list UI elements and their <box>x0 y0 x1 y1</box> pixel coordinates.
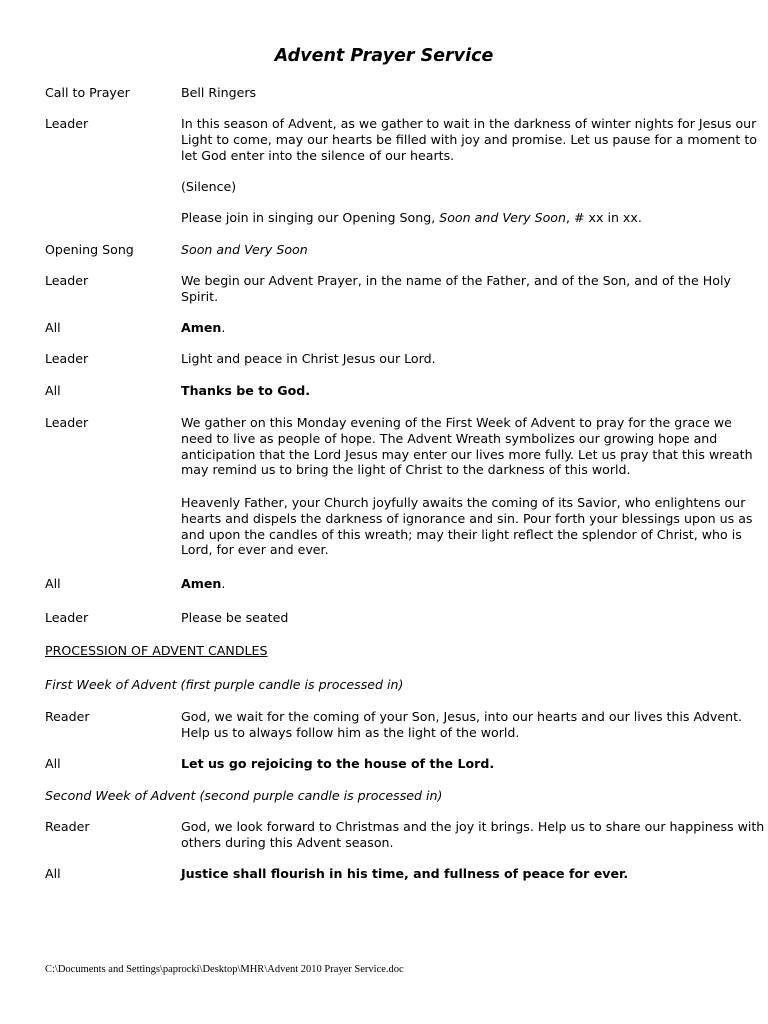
row-text <box>181 576 766 592</box>
row-label: Call to Prayer <box>45 85 130 100</box>
row-text: Thanks be to God. <box>181 383 311 398</box>
text-segment: , # xx in xx. <box>565 210 642 225</box>
row-label: Reader <box>45 819 90 834</box>
row-label: Leader <box>45 351 89 366</box>
response-bold: Amen <box>181 320 222 335</box>
row-text: (Silence) <box>181 179 237 194</box>
row-text: We gather on this Monday evening of the First Week of Advent to pray for the grace we need to live as people of hope. The Advent Wreath symbolizes our growing hope and anticipation that the Lord Jesus may enter our lives more fully. Let us pray that this wreath may remind us to bring the light of Christ to the darkness of this world. <box>181 415 753 478</box>
row-label: Leader <box>45 116 89 131</box>
page-title: Advent Prayer Service <box>274 46 494 66</box>
response-bold: Amen <box>181 576 222 591</box>
song-title: Soon and Very Soon <box>439 210 566 225</box>
row-label: Reader <box>45 709 90 724</box>
row-text: Please be seated <box>181 610 289 625</box>
text-segment: . <box>221 576 226 591</box>
text-segment: Please join in singing our Opening Song, <box>181 210 440 225</box>
file-path-footer: C:\Documents and Settings\paprocki\Desktop\MHR\Advent 2010 Prayer Service.doc <box>45 964 404 975</box>
row-text <box>181 320 766 336</box>
row-text: Heavenly Father, your Church joyfully awaits the coming of its Savior, who enlightens our hearts and dispels the darkness of ignorance and sin. Pour forth your blessings upon us as and upon the candles of this wreath; may their light reflect the splendor of Christ, who is Lord, for ever and ever. <box>181 495 753 558</box>
row-label: Leader <box>45 273 89 288</box>
row-text: God, we look forward to Christmas and the joy it brings. Help us to share our happiness with others during this Advent season. <box>181 819 765 850</box>
row-label: Leader <box>45 415 89 430</box>
row-label: All <box>45 320 61 335</box>
row-label: All <box>45 866 61 881</box>
row-text: Bell Ringers <box>181 85 257 100</box>
week-heading-first: First Week of Advent (first purple candle is processed in) <box>45 677 404 692</box>
row-label: Leader <box>45 610 89 625</box>
row-text: We begin our Advent Prayer, in the name of the Father, and of the Son, and of the Holy Spirit. <box>181 273 731 304</box>
row-label: All <box>45 756 61 771</box>
row-text: God, we wait for the coming of your Son, Jesus, into our hearts and our lives this Advent. Help us to always follow him as the light of the world. <box>181 709 743 740</box>
row-text: Soon and Very Soon <box>181 242 308 257</box>
row-text: Light and peace in Christ Jesus our Lord. <box>181 351 436 366</box>
row-label: All <box>45 576 61 591</box>
row-label: Opening Song <box>45 242 134 257</box>
row-label: All <box>45 383 61 398</box>
text-segment: . <box>221 320 226 335</box>
row-text: In this season of Advent, as we gather to wait in the darkness of winter nights for Jesus our Light to come, may our hearts be filled with joy and promise. Let us pause for a moment to let God enter into the silence of our hearts. <box>181 116 757 163</box>
row-text: Let us go rejoicing to the house of the Lord. <box>181 756 495 771</box>
row-text: Justice shall flourish in his time, and fullness of peace for ever. <box>181 866 629 881</box>
section-heading: PROCESSION OF ADVENT CANDLES <box>45 643 268 658</box>
week-heading-second: Second Week of Advent (second purple candle is processed in) <box>45 788 443 803</box>
row-text <box>181 210 766 226</box>
